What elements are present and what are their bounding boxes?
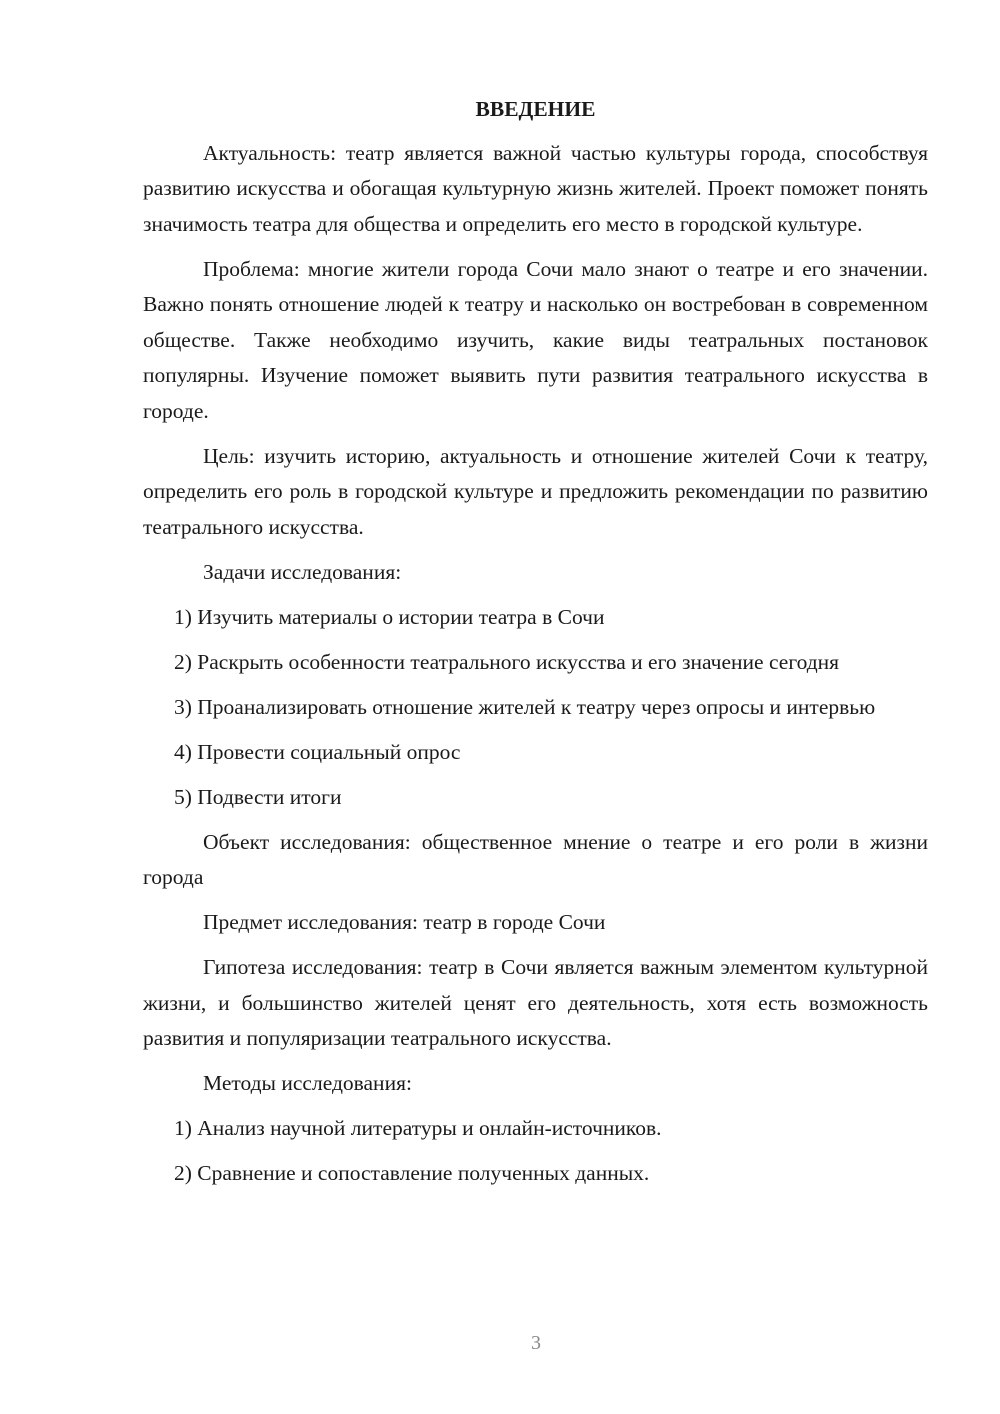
paragraph-subject: Предмет исследования: театр в городе Сочи xyxy=(203,910,606,934)
paragraph-object: Объект исследования: общественное мнение о театре и его роли в жизни города xyxy=(143,829,928,889)
paragraph-hypothesis: Гипотеза исследования: театр в Сочи является важным элементом культурной жизни, и большинство жителей ценят его деятельность, хотя есть возможность развития и популяризации театрального искусства. xyxy=(143,955,928,1050)
page-number: 3 xyxy=(531,1332,541,1354)
paragraph-problem: Проблема: многие жители города Сочи мало знают о театре и его значении. Важно понять отношение людей к театру и насколько он востребован в современном обществе. Также необходимо изучить, какие виды театральных постановок популярны. Изучение поможет выявить пути развития театрального искусства в городе. xyxy=(143,256,928,423)
task-item: 3) Проанализировать отношение жителей к театру через опросы и интервью xyxy=(174,694,876,719)
paragraph-relevance: Актуальность: театр является важной частью культуры города, способствуя развитию искусства и обогащая культурную жизнь жителей. Проект поможет понять значимость театра для общества и определить его место в городской культуре. xyxy=(143,140,928,236)
page-content xyxy=(143,92,928,1201)
tasks-title: Задачи исследования: xyxy=(203,559,402,584)
method-item: 1) Анализ научной литературы и онлайн-источников. xyxy=(174,1116,662,1140)
task-item: 1) Изучить материалы о истории театра в Сочи xyxy=(174,604,605,629)
paragraph-goal: Цель: изучить историю, актуальность и отношение жителей Сочи к театру, определить его роль в городской культуре и предложить рекомендации по развитию театрального искусства. xyxy=(143,443,928,539)
task-item: 4) Провести социальный опрос xyxy=(174,739,461,764)
task-item: 2) Раскрыть особенности театрального искусства и его значение сегодня xyxy=(174,649,840,674)
methods-title: Методы исследования: xyxy=(203,1071,412,1095)
method-item: 2) Сравнение и сопоставление полученных данных. xyxy=(174,1161,650,1185)
section-heading: ВВЕДЕНИЕ xyxy=(475,97,596,121)
task-item: 5) Подвести итоги xyxy=(174,784,342,809)
